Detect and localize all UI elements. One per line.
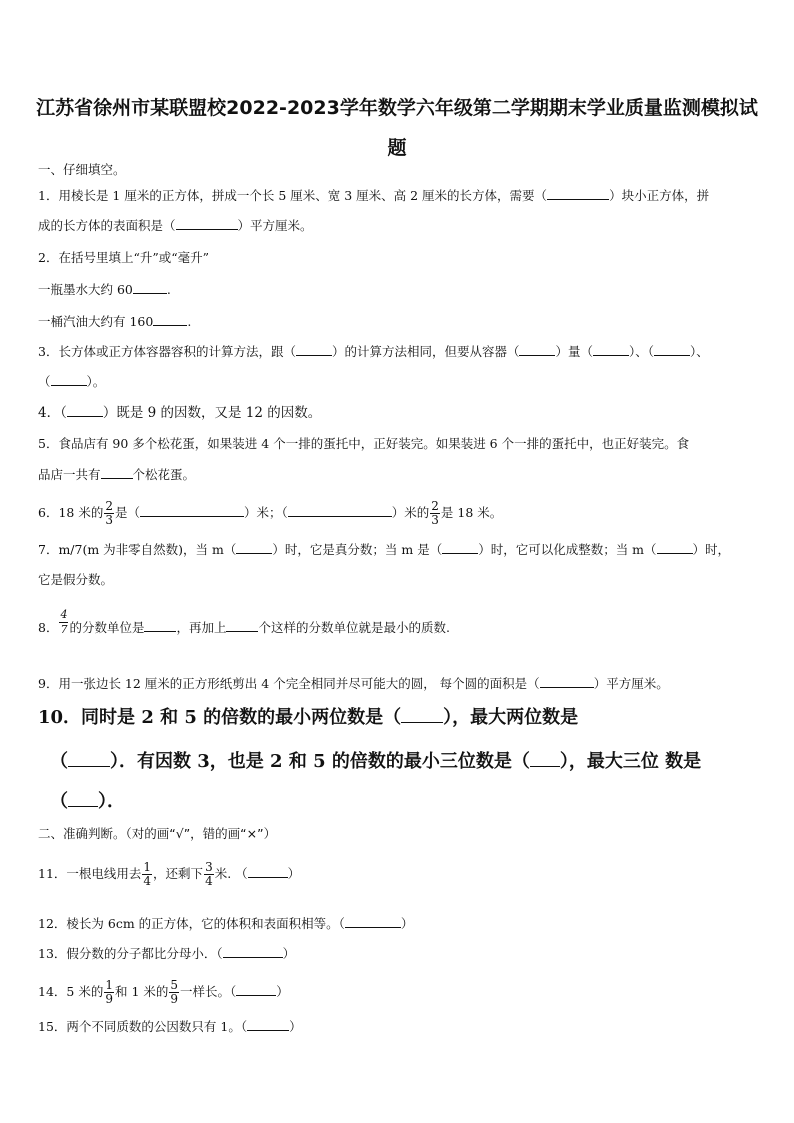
q7-blank-2[interactable] (442, 541, 478, 554)
q3-blank-5[interactable] (51, 373, 87, 386)
q12-answer-blank[interactable] (345, 915, 401, 928)
q10-text-g: ）． (98, 791, 125, 812)
q11-frac2-numerator: 3 (205, 860, 213, 874)
q14-fraction-2 (169, 979, 179, 1006)
q6-fraction-1 (104, 500, 114, 527)
q2-blank-2[interactable] (153, 313, 187, 326)
q3-text-g: ）。 (86, 374, 106, 389)
section-1-heading: 一、仔细填空。 (38, 162, 126, 177)
q4-text-a: 4．（ (38, 405, 67, 421)
q1-text-d: ）平方厘米。 (237, 218, 313, 233)
q13-text-a: 13．假分数的分子都比分母小．（ (38, 946, 223, 961)
q4-blank[interactable] (67, 404, 103, 417)
q11-frac1-numerator: 1 (143, 860, 152, 874)
q3-text-a: 3．长方体或正方体容器容积的计算方法，跟（ (38, 344, 296, 359)
q8-fraction (59, 608, 68, 637)
q2-text-b: . (166, 282, 171, 297)
q8-text-b: 的分数单位是 (69, 620, 145, 635)
q10-text-a: 10．同时是 2 和 5 的倍数的最小两位数是（ (38, 707, 402, 728)
q14-text-b: 和 1 米的 (114, 984, 169, 999)
q10-text-c: （ (50, 751, 68, 772)
q14-text-a: 14．5 米的 (38, 984, 104, 999)
q14-text-d: ） (276, 984, 289, 999)
question-2-line-3 (38, 312, 191, 332)
q8-blank-2[interactable] (226, 619, 258, 632)
q6-frac1-denominator: 3 (105, 513, 113, 527)
q8-blank-1[interactable] (144, 619, 176, 632)
q8-text-a: 8． (38, 620, 59, 635)
q3-text-b: ）的计算方法相同，但要从容器（ (331, 344, 520, 359)
q7-text-c: ）时，它可以化成整数；当 m（ (478, 542, 657, 557)
q6-fraction-2 (430, 500, 440, 527)
q6-blank-1[interactable] (140, 504, 244, 517)
q11-fraction-2 (204, 861, 214, 888)
q11-text-d: ） (287, 866, 301, 881)
q14-fraction-1 (104, 979, 114, 1006)
question-1-line-1 (38, 186, 709, 206)
q14-text-c: 一样长。（ (180, 984, 237, 999)
q7-text-a: 7．m/7(m 为非零自然数)，当 m（ (38, 542, 237, 557)
q8-frac-numerator: 4 (60, 608, 68, 621)
q10-blank-1[interactable] (401, 706, 443, 723)
q11-frac1-denominator: 4 (143, 874, 152, 888)
q6-text-e: 是 18 米。 (440, 505, 503, 520)
q10-blank-3[interactable] (530, 750, 560, 767)
question-10-line-2 (50, 750, 701, 774)
q15-text-a: 15．两个不同质数的公因数只有 1。（ (38, 1019, 248, 1034)
q6-blank-2[interactable] (288, 504, 392, 517)
q1-blank-2[interactable] (176, 217, 238, 230)
q8-frac-denominator: 7 (60, 623, 68, 636)
q7-blank-3[interactable] (657, 541, 693, 554)
q14-frac2-numerator: 5 (170, 978, 179, 992)
question-11 (38, 856, 300, 892)
q6-text-b: 是（ (114, 505, 140, 520)
q10-text-e: ），最大三位 数是 (559, 751, 702, 772)
question-4 (38, 403, 321, 423)
question-15 (38, 1017, 302, 1037)
q10-text-f: （ (50, 791, 68, 812)
q15-text-b: ） (289, 1019, 302, 1034)
q14-frac2-denominator: 9 (170, 992, 179, 1006)
question-5-line-1: 5．食品店有 90 多个松花蛋，如果装进 4 个一排的蛋托中，正好装完。如果装进 6 个一排的蛋托中，也正好装完。食 (38, 436, 690, 451)
q11-answer-blank[interactable] (248, 865, 288, 878)
q15-answer-blank[interactable] (247, 1018, 289, 1031)
question-3-line-2 (38, 372, 105, 392)
question-5-line-2 (38, 465, 195, 485)
q4-text-b: ）既是 9 的因数，又是 12 的因数。 (102, 405, 322, 421)
title-line-1: 江苏省徐州市某联盟校2022-2023学年数学六年级第二学期期末学业质量监测模拟试 (36, 97, 758, 119)
q11-fraction-1 (142, 861, 152, 888)
question-9 (38, 674, 669, 694)
q12-text-b: ） (400, 916, 414, 931)
q1-text-c: 成的长方体的表面积是（ (38, 218, 176, 233)
question-6 (38, 496, 502, 530)
q7-text-d: ）时， (692, 542, 731, 557)
question-7-line-2: 它是假分数。 (38, 572, 114, 587)
question-7-line-1 (38, 540, 730, 560)
q6-text-a: 6．18 米的 (38, 505, 104, 520)
question-8 (38, 608, 450, 648)
q5-text-b: 个松花蛋。 (132, 467, 196, 482)
q2-text-d: . (187, 314, 192, 329)
q3-text-e: ）、 (690, 344, 709, 359)
q3-text-d: ）、（ (629, 344, 655, 359)
q5-blank[interactable] (101, 466, 133, 479)
q12-text-a: 12．棱长为 6cm 的正方体，它的体积和表面积相等。（ (38, 916, 345, 931)
q11-text-b: ，还剩下 (153, 866, 204, 881)
question-10-line-1 (38, 706, 578, 730)
q3-text-f: （ (38, 374, 51, 389)
question-13 (38, 944, 295, 964)
question-2-line-1: 2．在括号里填上“升”或“毫升” (38, 250, 210, 265)
q3-blank-2[interactable] (519, 343, 555, 356)
section-2-heading: 二、准确判断。（对的画“√”，错的画“×”） (38, 826, 277, 841)
q2-text-a: 一瓶墨水大约 60 (38, 282, 133, 297)
q2-blank-1[interactable] (133, 281, 167, 294)
q5-text-a: 品店一共有 (38, 467, 101, 482)
q1-blank-1[interactable] (547, 187, 609, 200)
q14-frac1-numerator: 1 (105, 978, 113, 992)
q6-frac1-numerator: 2 (105, 499, 113, 513)
question-1-line-2 (38, 216, 313, 236)
q3-blank-4[interactable] (654, 343, 690, 356)
q6-frac2-denominator: 3 (431, 513, 439, 527)
q10-text-b: ），最大两位数是 (443, 707, 579, 728)
q11-text-c: 米. （ (214, 866, 248, 881)
question-12 (38, 914, 413, 934)
q11-frac2-denominator: 4 (205, 874, 213, 888)
q6-text-c: ）米；（ (244, 505, 288, 520)
q6-text-d: ）米的 (391, 505, 430, 520)
question-3-line-1 (38, 342, 709, 362)
title-line-2: 题 (387, 137, 407, 159)
question-14 (38, 974, 289, 1010)
q14-frac1-denominator: 9 (105, 992, 113, 1006)
q7-blank-1[interactable] (236, 541, 272, 554)
q3-blank-3[interactable] (593, 343, 629, 356)
q8-text-c: ，再加上 (176, 620, 227, 635)
q9-text-b: ）平方厘米。 (593, 676, 669, 691)
q3-blank-1[interactable] (296, 343, 332, 356)
q2-text-c: 一桶汽油大约有 160 (38, 314, 154, 329)
q9-blank[interactable] (540, 675, 594, 688)
question-10-line-3 (50, 790, 125, 814)
q9-text-a: 9．用一张边长 12 厘米的正方形纸剪出 4 个完全相同并尽可能大的圆， 每个圆的面积是（ (38, 676, 540, 691)
q11-text-a: 11．一根电线用去 (38, 866, 142, 881)
q13-answer-blank[interactable] (223, 945, 283, 958)
question-2-line-2 (38, 280, 171, 300)
q7-text-b: ）时，它是真分数；当 m 是（ (272, 542, 443, 557)
q10-blank-4[interactable] (68, 790, 98, 807)
q8-text-d: 个这样的分数单位就是最小的质数. (258, 620, 450, 635)
q1-text-a: 1．用棱长是 1 厘米的正方体，拼成一个长 5 厘米、宽 3 厘米、高 2 厘米的长方体，需要（ (38, 188, 548, 203)
q3-text-c: ）量（ (555, 344, 593, 359)
q10-text-d: ）．有因数 3，也是 2 和 5 的倍数的最小三位数是（ (110, 751, 530, 772)
page-title (30, 88, 764, 168)
q1-text-b: ）块小正方体，拼 (609, 188, 710, 203)
q13-text-b: ） (282, 946, 296, 961)
q6-frac2-numerator: 2 (431, 499, 439, 513)
q10-blank-2[interactable] (68, 750, 110, 767)
q14-answer-blank[interactable] (236, 983, 276, 996)
